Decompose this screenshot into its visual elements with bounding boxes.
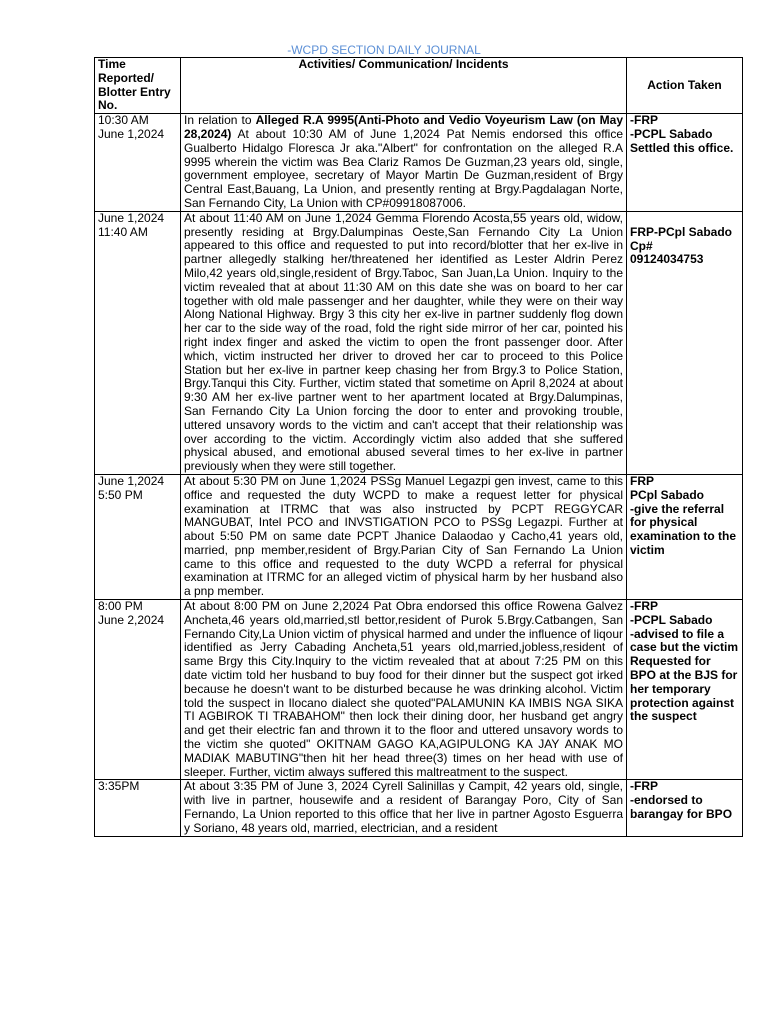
desc-bold: Alleged R.A 9995(Anti-Photo and Vedio Voyeurism Law (on May 28,2024) [184, 113, 624, 141]
table-row [95, 211, 743, 474]
cell-description: At about 3:35 PM of June 3, 2024 Cyrell Salinillas y Campit, 42 years old, single, with live in partner, housewife and a resident of Barangay Poro, City of San Fernando, La Union reported to this office that her live in partner Agosto Esguerra y Soriano, 48 years old, married, electrician, and a resident [181, 780, 627, 836]
cell-action: -FRP -PCPL Sabado -advised to file a case but the victim Requested for BPO at the BJS for her temporary protection against the suspect [627, 600, 743, 780]
table-row [95, 780, 743, 836]
cell-description: At about 5:30 PM on June 1,2024 PSSg Manuel Legazpi gen invest, came to this office and requested the duty WCPD to make a request letter for physical examination at ITRMC that was also instructed by PCPT REGGYCAR MANGUBAT, Intel PCO and INVSTIGATION PCO to PSSg Legazpi. Further at about 5:50 PM on same date PCPT Jhanice Dalaodao y Cacho,41 years old, married, pnp member,resident of Brgy.Parian City of San Fernando La Union came to this office and requested to the duty WCPD a referral for physical examination at ITRMC for an alleged victim of physical harm by her husband also a pnp member. [181, 474, 627, 599]
cell-time: 3:35PM [95, 780, 181, 836]
cell-action: -FRP -endorsed to barangay for BPO [627, 780, 743, 836]
journal-table [94, 57, 743, 837]
header-action: Action Taken [627, 58, 743, 114]
cell-time: 8:00 PM June 2,2024 [95, 600, 181, 780]
cell-time: 10:30 AM June 1,2024 [95, 114, 181, 212]
cell-time: June 1,2024 5:50 PM [95, 474, 181, 599]
cell-time: June 1,2024 11:40 AM [95, 211, 181, 474]
table-row [95, 114, 743, 212]
table-row [95, 474, 743, 599]
cell-action: FRP PCpl Sabado -give the referral for physical examination to the victim [627, 474, 743, 599]
header-activities: Activities/ Communication/ Incidents [181, 58, 627, 114]
desc-text: At about 10:30 AM of June 1,2024 Pat Nemis endorsed this office Gualberto Hidalgo Floresca Jr aka."Albert" for confrontation on the alleged R.A 9995 wherein the victim was Bea Clariz Ramos De Guzman,23 years old, single, government employee, secretary of Mayor Martin De Guzman,resident of Brgy Central East,Bauang, La Union, and presently renting at Brgy.Pagdalagan Norte, San Fernando City, La Union with CP#09918087006. [184, 126, 623, 210]
cell-action: FRP-PCpl Sabado Cp# 09124034753 [627, 211, 743, 474]
desc-prefix: In relation to [184, 113, 256, 128]
header-time: Time Reported/ Blotter Entry No. [95, 58, 181, 114]
cell-description [181, 114, 627, 212]
cell-action: -FRP -PCPL Sabado Settled this office. [627, 114, 743, 212]
cell-description: At about 11:40 AM on June 1,2024 Gemma Florendo Acosta,55 years old, widow, presently residing at Brgy.Dalumpinas Oeste,San Fernando City La Union appeared to this office and requested to put into record/blotter that her ex-live in partner allegedly stalking her/threatened her identified as Lester Aldrin Perez Milo,42 years old,single,resident of Brgy.Taboc, San Juan,La Union. Inquiry to the victim revealed that at about 11:30 AM on this date she was on board to her car together with old male passenger and her daughter, while they were on their way Along National Highway. Brgy 3 this city her ex-live in partner suddenly flog down her car to the side way of the road, fold the right side mirror of her car, pointed his right index finger and asked the victim to open the front passenger door. After which, victim instructed her driver to droved her car to proceed to this Police Station but her ex-live in partner keep chasing her from Brgy.3 to Police Station, Brgy.Tanqui this City. Further, victim stated that sometime on April 8,2024 at about 9:30 AM her ex-live partner went to her apartment located at Brgy.Dalumpinas, San Fernando City La Union forcing the door to enter and provoking trouble, uttered unsavory words to the victim and can't accept that their relationship was over according to the victim. Accordingly victim also added that she suffered physical abused, and emotional abused several times to her ex-live in partner previously when they were still together. [181, 211, 627, 474]
cell-description: At about 8:00 PM on June 2,2024 Pat Obra endorsed this office Rowena Galvez Ancheta,46 years old,married,stl bettor,resident of Purok 5.Brgy.Catbangen, San Fernando City,La Union victim of physical harmed and under the influence of liqour identified as Jerry Cabading Ancheta,51 years old,married,jobless,resident of same Brgy this City.Inquiry to the victim revealed that at about 7:25 PM on this date victim told her husband to buy food for their dinner but the suspect got irked because he doesn't want to be disturbed because he was drinking alcohol. Victim told the suspect in Ilocano dialect she quoted"PALAMUNIN KA IMBIS NGA SIKA TI AGBIROK TI TRABAHOM" then lock their dining door, her husband get angry and get their electric fan and thrown it to the floor and uttered unsavory words to the victim she quoted" OKITNAM GAGO KA,AGIPULONG KA JAY ANAK MO MADIAK MABUTING"then hit her head three(3) times on her head with use of sleeper. Further, victim always suffered this maltreatment to the suspect. [181, 600, 627, 780]
page-title: -WCPD SECTION DAILY JOURNAL [287, 43, 481, 57]
table-row [95, 600, 743, 780]
header-row [95, 58, 743, 114]
